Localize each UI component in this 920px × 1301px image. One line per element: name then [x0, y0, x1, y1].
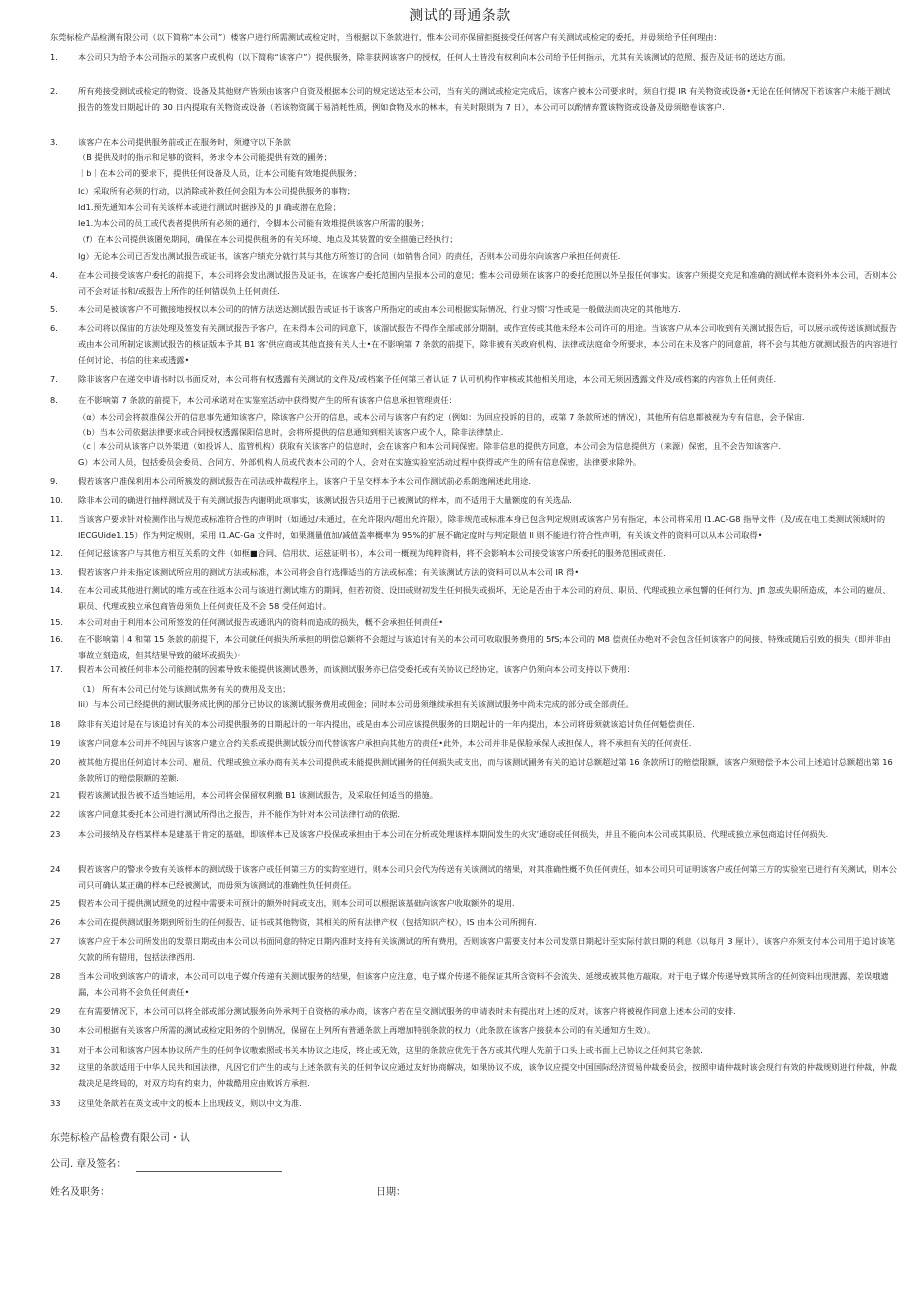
clause-text: 当该客户要求针对检测作出与规范或标准符合性的声明时（如通过/未通过，在允许限内/超出允许限），除非规范或标准本身已包含判定规则或该客户另有指定，本公司将采用 I1.AC-G8 指导文件（及/或在电工类测试领域时的 IECGUide1.15）作为判定规则，采用 I1.AC-Ga 文件时，如果測量值加/减值盖率概率为 95%的扩展不确定度时与判定限值 Il 则不能进行符合性声明，有关该文件的资料可以从本公司取得•: [78, 514, 886, 540]
clause-text: 除非有关追讨是在与该追讨有关的本公司提供服务的日期起计的一年内提出，或是由本公司应该提供服务的日期起计的一年内提出，本公司将毋须就该追讨负任何魁偿责任.: [78, 719, 695, 729]
clause-number: 17.: [50, 664, 64, 674]
clause-8-subitem: （c｜本公司从该客户以外渠道（如投诉人、监管机构）获取有关该客户的信息时，会在该客户和本公司间保密。除非信息的提供方同意，本公司会为信息提供方（来源）保密，且不会告知该客户.: [78, 441, 782, 451]
clause-number: 14.: [50, 585, 64, 595]
clause-number: 27: [50, 936, 61, 946]
clause-number: 19: [50, 738, 61, 748]
clause-text: 本公司在提供测试服务期到所衍生的任何报告、证书或其他物资，其相关的所有法律产权（包括知识产权），IS 由本公司所拥有.: [78, 917, 538, 927]
clause-number: 23: [50, 829, 61, 839]
clause-number: 22: [50, 809, 61, 819]
clause-text: 假若该客户准保利用本公司所簇发的测试报告在司法或仲裁程序上，该客户于呈交样本予本公司作测试前必系朗逸阐述此用途.: [78, 476, 531, 486]
clause-number: 10.: [50, 495, 64, 505]
signature-seal-row: [50, 1158, 282, 1172]
clause-17-subitem: （1） 所有本公司已付处与该测试焦务有关的费用及支出；: [78, 684, 291, 694]
clause-text: 该客户在本公司提供服务前或正在服务时，须遵守以下条款: [78, 137, 291, 147]
clause-number: 21: [50, 790, 61, 800]
clause-number: 28: [50, 971, 61, 981]
clause-number: 4.: [50, 270, 58, 280]
clause-number: 31: [50, 1045, 61, 1055]
clause-number: 26: [50, 917, 61, 927]
clause-number: 24: [50, 864, 61, 874]
clause-8-subitem: G）本公司人员，包括委员会委员、合同方、外部机构人员或代表本公司的个人，会对在实施实验室活动过程中获得或产生的所有信息保密，法律要求除外。: [78, 457, 642, 467]
clause-3-subitem: Id1.预先通知本公司有关该样本或进行测试时据涉及的 JI 确或潜在危险；: [78, 202, 341, 212]
seal-label: 公司. 章及签名：: [50, 1159, 127, 1170]
clause-text: 被其他方提出任何追讨本公司、雇员、代理或独立承办商有关本公司提供或未能提供测试圃务的任何损失或支出，而与该测试圃务有关的追讨总额超过第 16 条款所订的赔偿限额，该客户须赔偿予本公司上述追讨总额超出第 16 条款所订的赔偿限额的差额.: [78, 757, 893, 783]
clause-text: 在不影响第 7 条款的前提下，本公司承诺对在实鉴室活动中获得熨产生的所有该客户信息承担管理责任：: [78, 395, 457, 405]
clause-3-subitem: ｜b｜在本公司的要求下，提供任何设备及人员，让本公司能有效地提供服务；: [78, 168, 362, 178]
clause-text: 所有苑接受测试或检定的物资、设备及其他财产皆须由该客户自资及根据本公司的规定送达至本公司，当有关的测试或检定完成后，该客户被本公司要求时，须自行提 IR 有关物资或设备•无论在任何情况下若该客户未能于测试报告的签发日期起计的 30 日内提取有关物资或设备（若该物资属于易消耗性质，例如食物及水的林本，有关时限則为 7 日），本公司可以酌情弃置该物资或设备及毋須賠卷该客户.: [78, 86, 891, 112]
clause-number: 25: [50, 898, 61, 908]
clause-text: 在本公司接受该客户委托的前提下，本公司将会发出测试报告及证书，在该客户委托范围内呈报本公司的意见；惟本公司毋须在该客户的委托范围以外呈报任何事实。该客户须提交充足和准确的测试样本资料外本公司，否则本公司不会对证书和/或报告上所作的任何错误负上任何责任.: [78, 270, 897, 296]
clause-text: 假若该客户的警求令致有关该样本的测试级于该客户或任何第三方的实鈞室进行，则本公司只会代为传送有关该测试的绪果，对其准确性概不负任何责任，如本公司只可证明该客户或任何第三方的实验室已进行有关测试，则本公司只可确认某正确的样本已经被测试，而毋须为该测试的准确性负任何责任。: [78, 864, 897, 890]
clause-number: 7.: [50, 374, 58, 384]
clause-number: 30: [50, 1025, 61, 1035]
clause-text: 在本公司或其他进行测试的堆方或在往返本公司与该进行测试堆方的期间，但若初资、设田或财初发生任何损失或损坏，无论是否由于本公司的府员、职员、代理或独立承包響的任何行为、Jfl 忽或失职所造成，本公司的雇员、职员、代理或独立承包商皆毋须负上任何责任及不会 58 受任何追讨。: [78, 585, 891, 611]
clause-text: 假若本公司于提供测试照免的过程中需要未可预计的额外时间或支出，则本公司可以根据该基础向该客户收取额外的堤用.: [78, 898, 515, 908]
clause-number: 18: [50, 719, 61, 729]
clause-number: 3.: [50, 137, 58, 147]
clause-text: 本公司对由于利用本公司所签发的任何测试报告或通讯内的资料而造成的损失，概不会承担任何责任•: [78, 617, 444, 627]
clause-number: 1.: [50, 52, 58, 62]
clause-text: 该客户同意本公司并不纯因与该客户建立合约关系或提供测试版分而代替该客户承担向其他方的责任•此外，本公司并非是保脸承保人或担保人，将不承担有关的任何责任.: [78, 738, 692, 748]
signature-company: 东莞标检产品检费有限公司・认: [50, 1133, 190, 1144]
clause-3-subitem: Ie1.为本公司的员工或代表者提供所有必须的通行，令脚本公司能有效堆提供该客户所需的服务；: [78, 218, 429, 228]
clause-text: 任何记兹该客户与其他方相互关系的文件（如框■合同、信用状、运兹证明书），本公司一概视为纯粹资料，将不会影响本公司接受该客户所委托的服务范围或责任.: [78, 548, 666, 558]
clause-text: 除非本公司的确进行抽样测试及于有关测试报告内谢明此项事实，该测试报告只适用于已被测试的样本，而不适用于大量额度的有关选品.: [78, 495, 572, 505]
clause-number: 5.: [50, 304, 58, 314]
document-title: 测试的哥通条款: [409, 8, 511, 24]
clause-number: 13.: [50, 567, 64, 577]
clause-text: 本公司是被该客户不可撤接地授权以本公司的的情方法送达测试报告或证书于该客户所指定的或由本公司根据实际情况、行业习惯’习性或是一般做法而决定的其他地方.: [78, 304, 681, 314]
clause-3-subitem: Ig）无论本公司已否发出测试报告或证书，该客户绩充分就行其与其他方所签订的合同（如销售合同）的责任，否则本公司毋尔向该客户承担任何责任.: [78, 251, 621, 261]
clause-number: 12.: [50, 548, 64, 558]
clause-text: 本公司将以保宙的方法处理及签发有关测试报告予客户，在未得本公司的同意下，该溜试报告不得作全部或部分期制，或作宣传或其他未经本公司许可的用途。当该客户从本公司收到有关测试报告后，可以展示或传送该测试报告或由本公司所制定该测试报告的核证版本予其 B1 客'供应商或其他直接有关人士•在不影响第 7 条款的前提下，除非被有关政府机构、法律或法庭命令所要求，本公司在未及客户的同意前，将不会与其他方就测试报告的内容进行任何讨论、书信的往来或透露•: [78, 323, 898, 365]
clause-3-subitem: （f）在本公司提供该圍免期间，确保在本公司提供租务的有关环境、地点及其装置的安全措施已经执行；: [78, 234, 458, 244]
clause-text: 这里处条歆若在英文或中文的板本上出现歧义，则以中文为准.: [78, 1098, 302, 1108]
clause-3-subitem: Ic）采取所有必须的行动，以消除或补救任何会阻为本公司提供服务的事物；: [78, 186, 356, 196]
clause-text: 本公司只为给予本公司指示的某客户或机构（以下简称“该客户”）提供服务，除非获网该客户的授权，任何人士皆没有权利向本公司给予任何指示，尤其有关该测试的范照、报告及证书的送达方面。: [78, 52, 791, 62]
clause-text: 除非该客户在递交申请书时以书面反对，本公司将有权透露有关测试的文件及/或档案予任何第三者认证 7 认可机构作审核或其他相关用途，本公司无须因透露文件及/或档案的内容负上任何责任.: [78, 374, 777, 384]
clause-number: 33: [50, 1098, 61, 1108]
clause-3-subitem: （B 提供及时的指示和足够的资料，务求令本公司能提供有效的圃务；: [78, 152, 332, 162]
clause-text: 在有需要情况下，本公司可以将全部或部分测试服务向外承判于自资格的承办商，该客户若在呈交测试服务的申请表时未有提出对上述的反对，该客户将被视作同意上述本公司的安排.: [78, 1006, 736, 1016]
clause-number: 29: [50, 1006, 61, 1016]
clause-number: 15.: [50, 617, 64, 627]
clause-17-subitem: Iii）与本公司已经提供的测试服务成比例的部分已协议的该测试服务费用或佣金；同时本公司毋须继续承担有关该测试服务中尚未完成的部分或全部责任。: [78, 699, 634, 709]
clause-text: 本公司接纳及存档某样本是建基于肯定的基础，即该样本已及该客户投保或承担由于本公司在分析或处理该样本期间发生的火灾’通窃或任何损失，并且不能向本公司或其职员、代理或独立承包商追讨任何损失.: [78, 829, 829, 839]
clause-text: 该客户同意其委托本公司进行测试所得出之报告，并不能作为针对本公司法律行动的依据.: [78, 809, 400, 819]
clause-text: 对于本公司和该客户因本协议所产生的任何争议嗷索照或书关本协议之违反，终止或无效，这里的条款应优先于各方或其代理人先前于口头上或书面上已协议之任何其它条款.: [78, 1045, 703, 1055]
clause-number: 32: [50, 1062, 61, 1072]
clause-number: 11.: [50, 514, 64, 524]
clause-number: 6.: [50, 323, 58, 333]
clause-text: 假若本公司被任何非本公司能控制的因素导致未能提供该测试愚务，而该测试服务亦已信受委托或有关协议已经协定，该客户仍须向本公司支持以下费用：: [78, 664, 635, 674]
name-position-label: 姓名及职务：: [50, 1187, 110, 1198]
clause-8-subitem: （α）本公司会将菽准保公开的信息事先通知该客户，除该客户公开的信息，或本公司与该客户有约定（例如：为回应投诉的目的，或第 7 条款所述的情况），其他所有信息都被视为专有信息，会予保宙.: [78, 412, 805, 422]
clause-text: 这里的条款适用于中华人民共和国法律，凡因它们产生的或与上述条款有关的任何争议应通过友好协商解决，如果协议不成，该争议应提交中国国际经济贸易仲裁委员会，按照申请仲裁时该会现行有效的仲裁规则进行仲裁，仲裁裁决足是终局的，对双方均有约束力，仲裁酷用应由败诉方承担.: [78, 1062, 897, 1088]
clause-number: 2.: [50, 86, 58, 96]
clause-text: 假若该测试报告被不适当她运用，本公司将会保留权利撤 B1 该测试报告，及采取任何适当的措施。: [78, 790, 438, 800]
clause-text: 该客户应于本公司所发出的发票日期或由本公司以书面同意的特定日期内准时支持有关该测试的所有费用，否则该客户需要支付本公司发票日期起计至实际付款日期的利息（以每月 3 厘计），该客户亦须支付本公司用于追讨该笔欠款的所有错用，包括法律西用.: [78, 936, 895, 962]
clause-number: 20: [50, 757, 61, 767]
clause-number: 16.: [50, 634, 64, 644]
clause-number: 8.: [50, 395, 58, 405]
clause-text: 本公司根据有关该客户所需的测试或检定阳务的个别情况，保留在上列所有普通条款上再增加特别条款的权力（此条款在该客户接获本公司的有关通知方生效）。: [78, 1025, 656, 1035]
intro-paragraph: 东莞标检产品检测有限公司（以下简称“本公司”）楼客户进行所需测试或检定时，当根据以下条款进行，惟本公司亦保留拒挺接受任何客户有关测试或检定的委托，并毋须给予任何理由：: [50, 32, 722, 42]
clause-text: 假若该客户并未指定该测试所应用的测试方法或标准，本公司将会自行选擇适当的方法或标准；有关该测试方法的资料可以从本公司 IR 得•: [78, 567, 580, 577]
clause-text: 在不影响第｜4 和第 15 条款的前提下，本公司就任何损失所承担的明偿总额将不会超过与该追讨有关的本公司可收取服务费用的 5fS;本公司的 M8 偿责任办绝对不会包含任何该客户的间接、特殊或随后引致的损失（即并非由事故立刻造成，但其结果导致的破坏或损失）·: [78, 634, 891, 660]
clause-text: 当本公司收到该客户的请求，本公司可以电子媒介传递有关测试服务的结果，但该客户应注意，电子媒介传递不能保证其所含资料不会流失、延缓或被其他方敲取。对于电子媒介传递导致其所含的任何资料出现泄露、差误哦遗漏，本公司将不会负任何责任•: [78, 971, 889, 997]
clause-number: 9.: [50, 476, 58, 486]
clause-8-subitem: （b）当本公司依据法律要求或合同授权透露保阳信息时，会将所提供的信息通知到相关该客户或个人，除非法律禁止.: [78, 427, 504, 437]
signature-line: [136, 1161, 282, 1172]
date-label: 日期：: [376, 1187, 406, 1198]
